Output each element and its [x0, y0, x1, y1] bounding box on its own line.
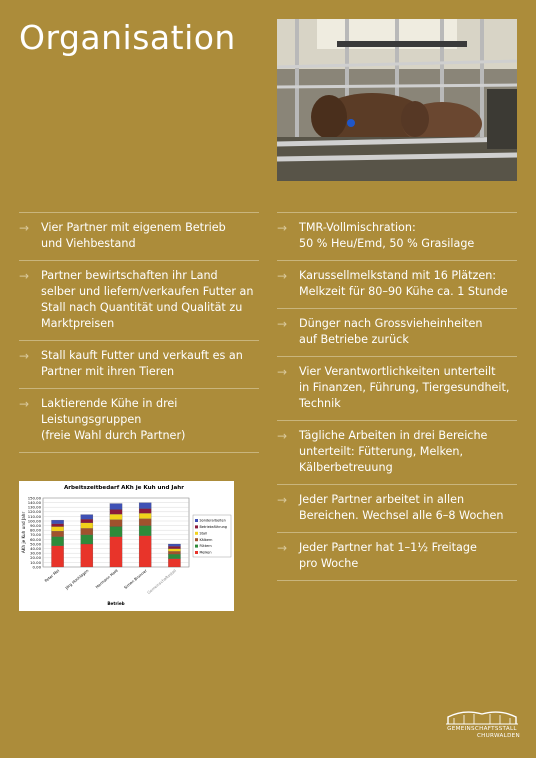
list-item: → Jeder Partner arbeitet in allen Bereichen. Wechsel alle 6–8 Wochen [277, 484, 517, 532]
bar-segment [168, 559, 180, 567]
work-time-chart [19, 481, 234, 611]
bar-segment [168, 551, 180, 554]
list-item: → Stall kauft Futter und verkauft es an Partner mit ihren Tieren [19, 340, 259, 388]
page-title: Organisation [19, 18, 236, 57]
left-column [19, 212, 259, 453]
list-item: → Partner bewirtschaften ihr Land selber und liefern/verkaufen Futter an Stall nach Quantität und Qualität zu Marktpreisen [19, 260, 259, 340]
bar-segment [51, 520, 63, 524]
bar-segment [51, 531, 63, 537]
y-tick-label: 70.00 [30, 532, 41, 538]
y-tick-label: 110.00 [27, 513, 41, 519]
list-item: → Tägliche Arbeiten in drei Bereiche unterteilt: Fütterung, Melken, Kälberbetreuung [277, 420, 517, 484]
y-tick-label: 10.00 [30, 559, 41, 565]
y-tick-label: 50.00 [30, 541, 41, 547]
barn-logo-icon [444, 708, 520, 726]
arrow-right-icon: → [277, 221, 288, 235]
bar-segment [81, 528, 93, 534]
legend-swatch [195, 525, 198, 528]
arrow-right-icon: → [277, 493, 288, 507]
y-tick-label: 60.00 [30, 536, 41, 542]
y-tick-label: 140.00 [27, 500, 41, 505]
bar-segment [81, 519, 93, 523]
y-tick-label: 150.00 [27, 495, 41, 501]
logo-line1: GEMEINSCHAFTSSTALL [447, 726, 517, 732]
list-item: → Jeder Partner hat 1–1½ Freitage pro Woche [277, 532, 517, 581]
legend-entry: Füttern [199, 544, 212, 549]
bar-segment [110, 537, 122, 567]
bar-segment [110, 504, 122, 510]
x-tick-label: Peter Mei [43, 567, 61, 584]
arrow-right-icon: → [277, 269, 288, 283]
list-item: → Laktierende Kühe in drei Leistungsgruppen (freie Wahl durch Partner) [19, 388, 259, 453]
x-tick-label: Simon Brunner [122, 567, 148, 591]
y-tick-label: 0.00 [32, 564, 41, 570]
bar-segment [81, 544, 93, 567]
arrow-right-icon: → [19, 221, 30, 235]
arrow-right-icon: → [277, 541, 288, 555]
y-tick-label: 130.00 [27, 504, 41, 510]
y-tick-label: 40.00 [30, 546, 41, 551]
bar-segment [110, 520, 122, 527]
list-item: → Vier Verantwortlichkeiten unterteilt in Finanzen, Führung, Tiergesundheit, Technik [277, 356, 517, 420]
legend-swatch [195, 545, 198, 548]
bar-segment [139, 509, 151, 514]
bar-segment [110, 527, 122, 537]
legend-swatch [195, 532, 198, 535]
arrow-right-icon: → [277, 429, 288, 443]
legend-swatch [195, 538, 198, 541]
legend-entry: Kälbern [199, 537, 213, 542]
bar-segment [81, 515, 93, 520]
x-tick-label: Hermann Hold [94, 567, 119, 590]
legend-entry: Melken [199, 550, 212, 555]
right-column [277, 212, 517, 581]
bar-segment [168, 554, 180, 559]
list-item: → Karussellmelkstand mit 16 Plätzen: Melkzeit für 80–90 Kühe ca. 1 Stunde [277, 260, 517, 308]
y-tick-label: 90.00 [30, 523, 41, 528]
y-tick-label: 120.00 [27, 509, 41, 515]
y-axis-label: AKh je Kuh und Jahr [21, 511, 26, 554]
chart-title: Arbeitszeitbedarf AKh je Kuh und Jahr [63, 485, 185, 491]
bar-segment [51, 537, 63, 546]
bar-segment [139, 526, 151, 536]
list-item: → Dünger nach Grossvieheinheiten auf Betriebe zurück [277, 308, 517, 356]
legend-entry: Stall [199, 531, 207, 536]
bar-segment [168, 544, 180, 546]
y-tick-label: 100.00 [27, 518, 41, 524]
bar-segment [81, 523, 93, 529]
milking-carousel-photo [277, 19, 517, 181]
list-item: → Vier Partner mit eigenem Betrieb und Viehbestand [19, 212, 259, 260]
bar-segment [139, 513, 151, 519]
bar-segment [110, 510, 122, 515]
bar-segment [139, 536, 151, 567]
bar-segment [51, 546, 63, 567]
x-tick-label: Gemeinschaftsstall [146, 567, 178, 596]
bar-segment [168, 549, 180, 552]
x-tick-label: Jörg Hochlagen [64, 567, 90, 591]
list-item: → TMR-Vollmischration: 50 % Heu/Emd, 50 % Grasilage [277, 212, 517, 260]
arrow-right-icon: → [19, 397, 30, 411]
legend-entry: Betriebsführung [199, 525, 227, 529]
bar-segment [51, 527, 63, 532]
bar-segment [81, 535, 93, 544]
y-tick-label: 20.00 [30, 555, 41, 561]
arrow-right-icon: → [277, 317, 288, 331]
bar-segment [139, 519, 151, 526]
legend-entry: Sonderarbeiten [199, 518, 226, 523]
x-axis-label: Betrieb [107, 601, 125, 606]
bar-segment [139, 503, 151, 509]
bar-segment [51, 524, 63, 527]
logo-line2: CHURWALDEN [476, 733, 520, 739]
bar-segment [110, 514, 122, 520]
y-tick-label: 80.00 [30, 527, 41, 533]
arrow-right-icon: → [19, 269, 30, 283]
arrow-right-icon: → [19, 349, 30, 363]
legend-swatch [195, 551, 198, 554]
y-tick-label: 30.00 [30, 550, 41, 556]
bar-segment [168, 546, 180, 548]
arrow-right-icon: → [277, 365, 288, 379]
logo [444, 708, 520, 744]
legend-swatch [195, 519, 198, 522]
